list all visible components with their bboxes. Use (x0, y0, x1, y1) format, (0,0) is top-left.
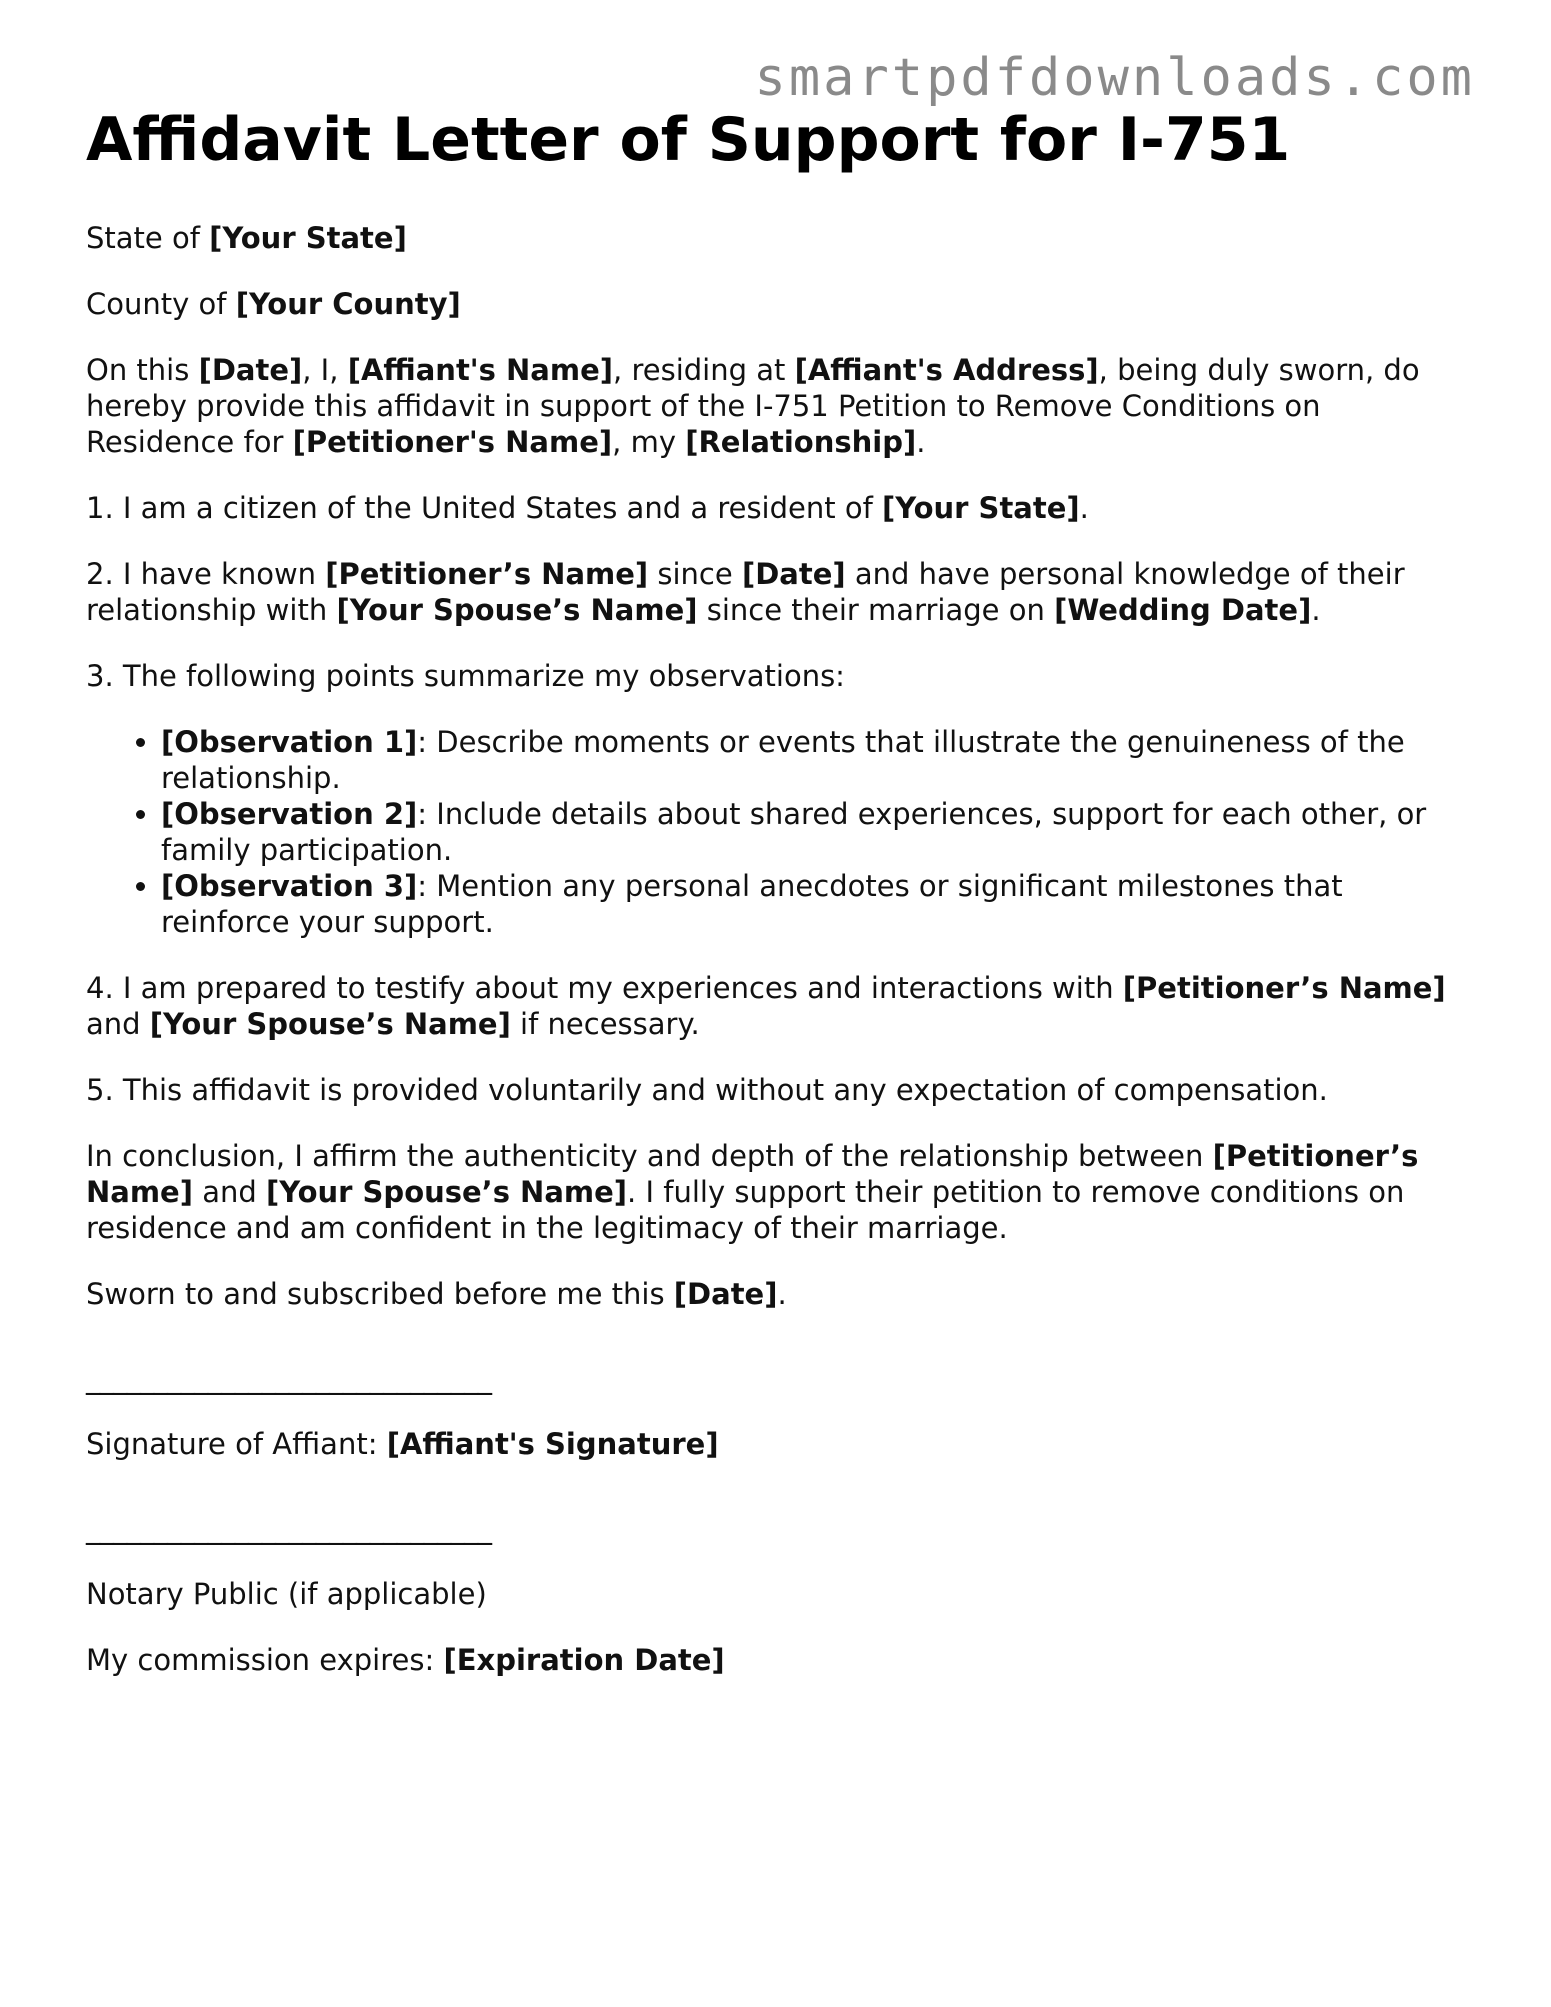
item-2: 2. I have known [Petitioner’s Name] since [Date] and have personal knowledge of their relationship with [Your Spouse’s Name] since their marriage on [Wedding Date]. (86, 557, 1405, 627)
notary-signature-line: ______________________________ (86, 1511, 491, 1545)
document-page (86, 104, 1476, 1708)
affiant-signature: Signature of Affiant: [Affiant's Signature] (86, 1427, 719, 1461)
observation-item: • [Observation 1]: Describe moments or events that illustrate the genuineness of the relationship. (161, 724, 1476, 796)
commission-line: My commission expires: [Expiration Date] (86, 1643, 725, 1677)
watermark: smartpdfdownloads.com (754, 48, 1475, 108)
observation-item: • [Observation 2]: Include details about shared experiences, support for each other, or family participation. (161, 796, 1476, 868)
state-line: State of [Your State] (86, 221, 407, 255)
notary-label: Notary Public (if applicable) (86, 1577, 487, 1611)
item-1: 1. I am a citizen of the United States and a resident of [Your State]. (86, 491, 1089, 525)
county-line: County of [Your County] (86, 287, 461, 321)
item-4: 4. I am prepared to testify about my experiences and interactions with [Petitioner’s Name] and [Your Spouse’s Name] if necessary. (86, 971, 1446, 1041)
intro-paragraph: On this [Date], I, [Affiant's Name], residing at [Affiant's Address], being duly sworn, do hereby provide this affidavit in support of the I-751 Petition to Remove Conditions on Residence for [Petitioner's Name], my [Relationship]. (86, 353, 1420, 459)
observation-item: • [Observation 3]: Mention any personal anecdotes or significant milestones that reinforce your support. (161, 868, 1476, 940)
item-3: 3. The following points summarize my observations: (86, 659, 845, 693)
conclusion-paragraph: In conclusion, I affirm the authenticity and depth of the relationship between [Petitioner’s Name] and [Your Spouse’s Name]. I fully support their petition to remove conditions on residence and am confident in the legitimacy of their marriage. (86, 1139, 1419, 1245)
sworn-line: Sworn to and subscribed before me this [Date]. (86, 1277, 787, 1311)
item-5: 5. This affidavit is provided voluntarily and without any expectation of compensation. (86, 1073, 1328, 1107)
document-title: Affidavit Letter of Support for I-751 (86, 105, 1291, 175)
affiant-signature-line: ______________________________ (86, 1361, 491, 1395)
observation-list (86, 724, 1476, 940)
